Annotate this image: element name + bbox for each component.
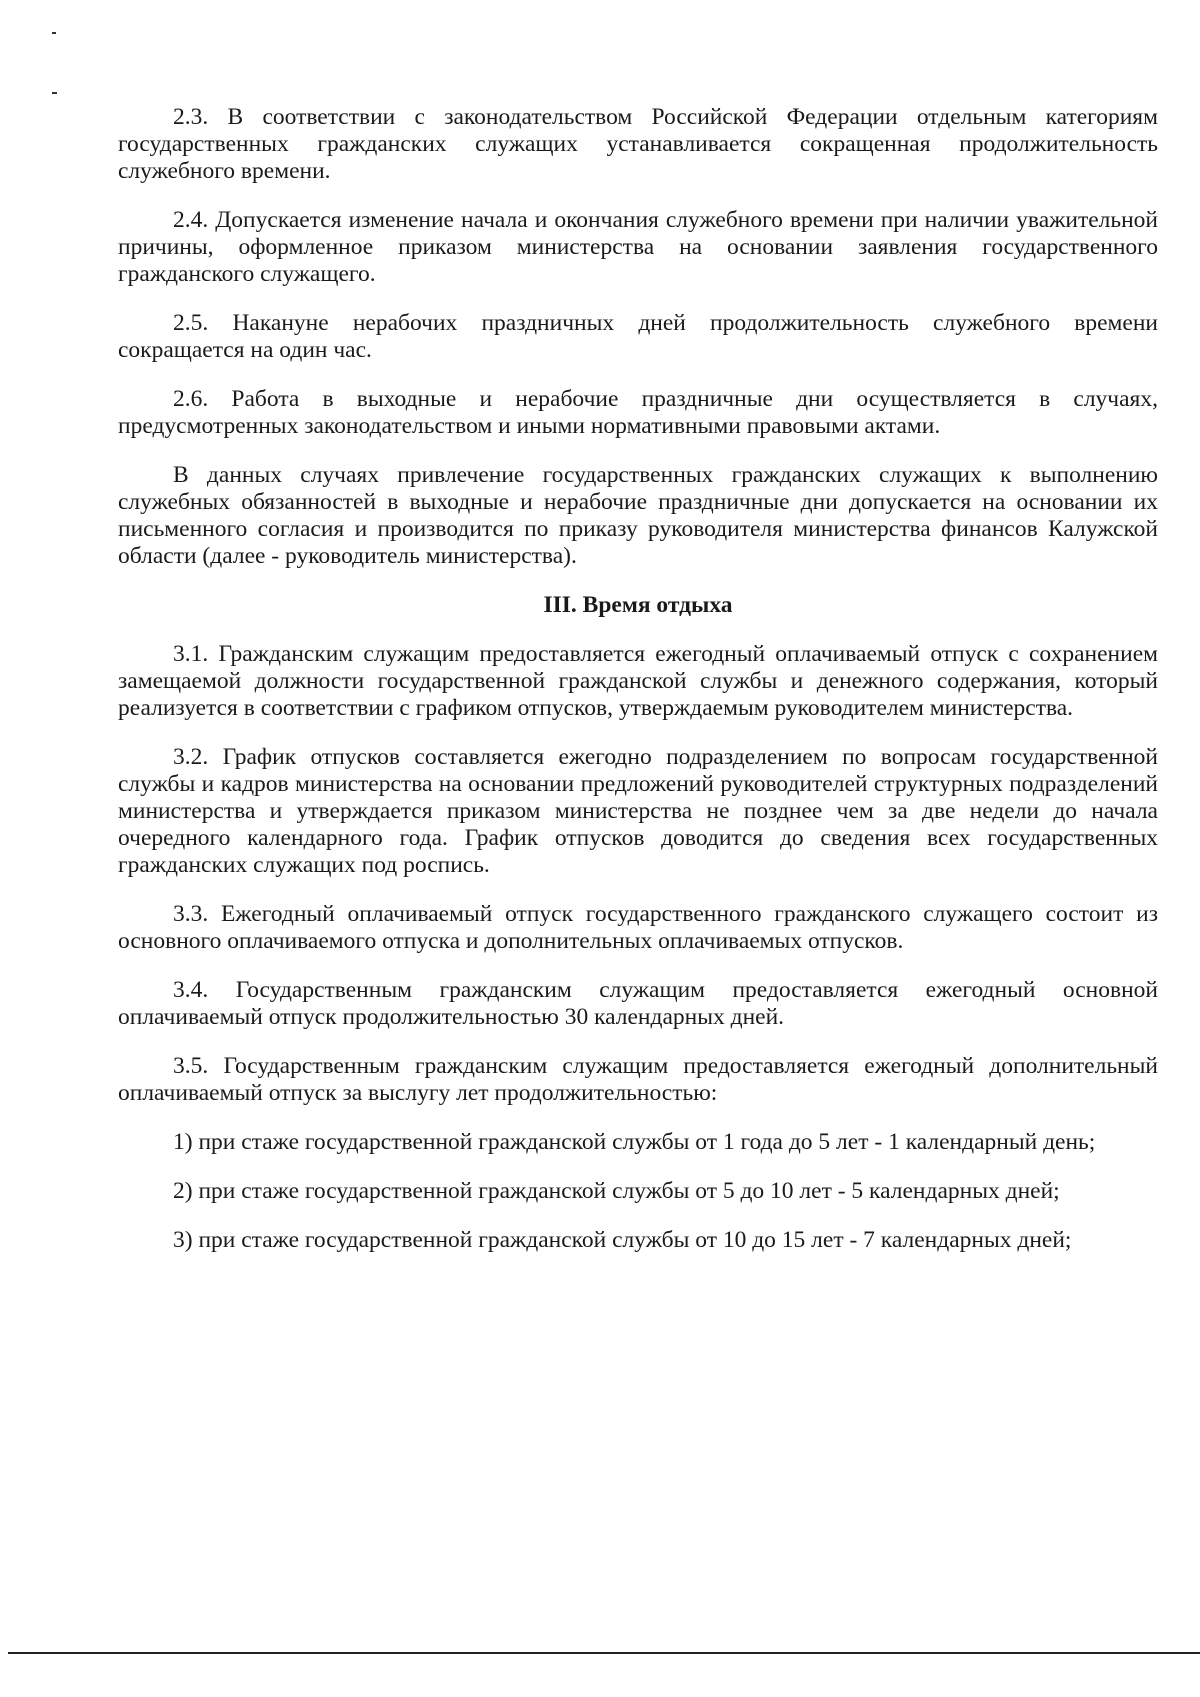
bottom-rule [8, 1652, 1200, 1654]
list-item-2: 2) при стаже государственной гражданской службы от 5 до 10 лет - 5 календарных дней; [173, 1178, 1060, 1204]
paragraph-3-5: 3.5. Государственным гражданским служащим предоставляется ежегодный дополнительный оплачиваемый отпуск за выслугу лет продолжительностью: [118, 1053, 1158, 1106]
paragraph-2-6: 2.6. Работа в выходные и нерабочие праздничные дни осуществляется в случаях, предусмотренных законодательством и иными нормативными правовыми актами. [118, 386, 1158, 439]
paragraph-2-3: 2.3. В соответствии с законодательством Российской Федерации отдельным категориям государственных гражданских служащих устанавливается сокращенная продолжительность служебного времени. [118, 104, 1158, 184]
paragraph-2-6-continued: В данных случаях привлечение государственных гражданских служащих к выполнению служебных обязанностей в выходные и нерабочие праздничные дни допускается на основании их письменного согласия и производится по приказу руководителя министерства финансов Калужской области (далее - руководитель министерства). [118, 462, 1158, 569]
paragraph-3-1: 3.1. Гражданским служащим предоставляется ежегодный оплачиваемый отпуск с сохранением замещаемой должности государственной гражданской службы и денежного содержания, который реализуется в соответствии с графиком отпусков, утверждаемым руководителем министерства. [118, 641, 1158, 721]
scan-mark-top [52, 32, 56, 34]
scan-mark-left [52, 92, 57, 94]
list-item-3: 3) при стаже государственной гражданской службы от 10 до 15 лет - 7 календарных дней; [173, 1227, 1072, 1253]
list-item-1: 1) при стаже государственной гражданской службы от 1 года до 5 лет - 1 календарный день; [173, 1129, 1096, 1155]
document-page [118, 104, 1158, 1276]
paragraph-2-4: 2.4. Допускается изменение начала и окончания служебного времени при наличии уважительной причины, оформленное приказом министерства на основании заявления государственного гражданского служащего. [118, 207, 1158, 287]
paragraph-2-5: 2.5. Накануне нерабочих праздничных дней продолжительность служебного времени сокращается на один час. [118, 310, 1158, 363]
section-heading-rest-time: III. Время отдыха [543, 592, 733, 618]
paragraph-3-3: 3.3. Ежегодный оплачиваемый отпуск государственного гражданского служащего состоит из основного оплачиваемого отпуска и дополнительных оплачиваемых отпусков. [118, 901, 1158, 954]
paragraph-3-4: 3.4. Государственным гражданским служащим предоставляется ежегодный основной оплачиваемый отпуск продолжительностью 30 календарных дней. [118, 977, 1158, 1030]
paragraph-3-2: 3.2. График отпусков составляется ежегодно подразделением по вопросам государственной службы и кадров министерства на основании предложений руководителей структурных подразделений министерства и утверждается приказом министерства не позднее чем за две недели до начала очередного календарного года. График отпусков доводится до сведения всех государственных гражданских служащих под роспись. [118, 744, 1158, 878]
